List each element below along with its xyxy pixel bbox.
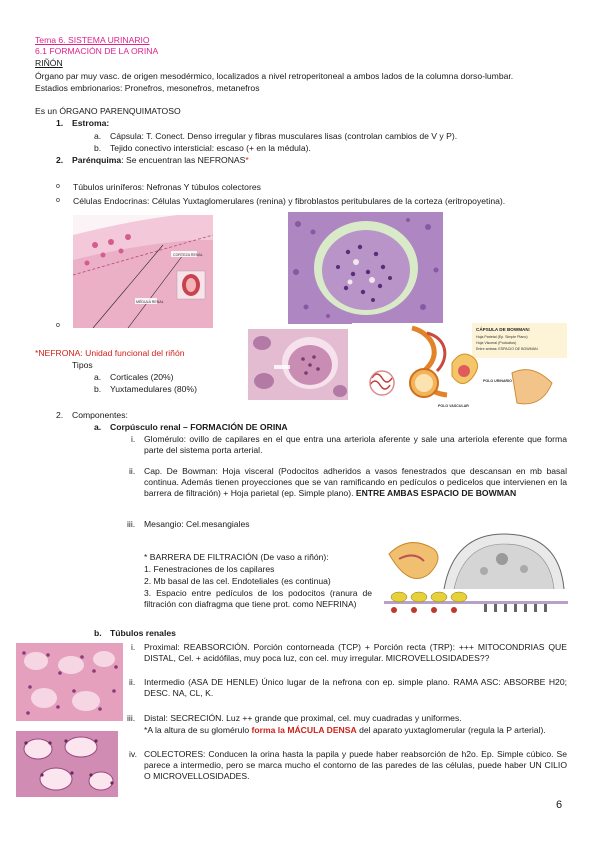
tub-iii-label: iii.	[127, 713, 136, 723]
renal-corpuscle-svg	[248, 329, 348, 400]
page-number: 6	[556, 799, 563, 811]
bullet-1: Túbulos uriníferos: Nefronas Y túbulos colectores	[73, 182, 261, 192]
intro-line-2: Estadios embrionarios: Pronefros, mesonefros, metanefros	[35, 83, 260, 93]
organo-line: Es un ÓRGANO PARENQUIMATOSO	[35, 106, 181, 116]
estroma-a: Cápsula: T. Conect. Denso irregular y fibras musculares lisas (controlan cambios de V y P).	[110, 131, 458, 141]
comp-ii-label: ii.	[129, 466, 136, 476]
comp-iii-text: Mesangio: Cel.mesangiales	[144, 519, 250, 529]
tub-i-text: Proximal: REABSORCIÓN. Porción contorneada (TCP) + Porción recta (TRP): +++ MITOCONDRIAS QUE DISTAL, Cel. + acidófilas, muy poca luz, con cel. muy irregular. MICROVELLOSIDADES??	[144, 642, 567, 663]
bowman-line-3: Entre ambas: ESPACIO DE BOWMAN	[476, 347, 538, 351]
section-title: 6.1 FORMACIÓN DE LA ORINA	[35, 46, 159, 56]
barrera-line-3: 3. Espacio entre pedículos de los podocitos (ranura de filtración con diafragma que tiene prot. como NEFRINA)	[144, 588, 372, 609]
nefrona-a-label: a.	[94, 372, 102, 382]
tub-iii-text: Distal: SECRECIÓN. Luz ++ grande que proximal, cel. muy cuadradas y uniformes.	[144, 713, 462, 723]
bowman-title: CÁPSULA DE BOWMAN:	[476, 327, 531, 332]
filtration-barrier-svg	[384, 529, 568, 616]
tub-iii-note-a: *A la altura de su glomérulo	[144, 725, 252, 735]
renal-corpuscle-histology-figure	[248, 329, 348, 400]
estroma-b: Tejido conectivo intersticial: escaso (+ en la médula).	[110, 143, 311, 153]
tubulos-b-label: b.	[94, 628, 102, 638]
tub-iii-note-red: forma la MÁCULA DENSA	[251, 725, 357, 735]
nefrona-tipos: Tipos	[72, 360, 93, 370]
parenquima-nefronas: NEFRONAS	[197, 155, 246, 165]
parenquima-title: Parénquima	[72, 155, 122, 165]
glomerulus-histology-svg	[288, 212, 443, 324]
bullet-circle-2: o	[56, 197, 60, 204]
comp-a-title: Corpúsculo renal – FORMACIÓN DE ORINA	[110, 422, 288, 432]
parenquima-line	[72, 155, 249, 166]
nefrona-b-label: b.	[94, 384, 102, 394]
parenquima-num: 2.	[56, 155, 64, 165]
comp-i-label: i.	[131, 434, 136, 444]
kidney-section-svg	[73, 215, 213, 328]
bullet-circle-1: o	[56, 183, 60, 190]
tub-iv-label: iv.	[129, 749, 137, 759]
tub-ii-label: ii.	[129, 677, 136, 687]
parenquima-star: *	[245, 155, 249, 165]
nefrona-a: Corticales (20%)	[110, 372, 174, 382]
rinon-heading: RIÑÓN	[35, 58, 63, 68]
parenquima-text: : Se encuentran las	[121, 155, 198, 165]
collecting-tubule-histology-figure	[16, 731, 118, 797]
comp-a-label: a.	[94, 422, 102, 432]
bowman-line-1: Hoja Parietal (Ep. Simple Plano)	[476, 335, 528, 339]
barrera-line-2: 2. Mb basal de las cel. Endoteliales (es continua)	[144, 576, 331, 586]
intro-line-1: Órgano par muy vasc. de origen mesodérmico, localizados a nivel retroperitoneal a ambos lados de la columna dorso-lumbar.	[35, 71, 514, 81]
comp-ii-bold: ENTRE AMBAS ESPACIO DE BOWMAN	[355, 488, 517, 498]
componentes-title: Componentes:	[72, 410, 128, 420]
collecting-tubule-svg	[16, 731, 118, 797]
medulla-label: MÉDULA RENAL	[136, 300, 164, 304]
proximal-tubule-histology-figure	[16, 643, 123, 721]
glomerulus-histology-figure	[288, 212, 443, 324]
bowman-line-2: Hoja Visceral (Podocitos)	[476, 341, 517, 345]
topic-title: Tema 6. SISTEMA URINARIO	[35, 35, 150, 45]
cortex-label: CORTEZA RENAL	[173, 253, 203, 257]
polo-vascular-label: POLO VASCULAR	[438, 404, 469, 408]
proximal-tubule-svg	[16, 643, 123, 721]
polo-urinario-label: POLO URINARIO	[483, 379, 512, 383]
filtration-barrier-figure	[384, 529, 568, 616]
tubulos-title: Túbulos renales	[110, 628, 176, 638]
estroma-num: 1.	[56, 118, 64, 128]
bullet-circle-3: o	[56, 322, 60, 329]
comp-i-text: Glomérulo: ovillo de capilares en el que entra una arteriola aferente y sale una arteriola eferente que forma parte del sistema porta arterial.	[144, 434, 567, 455]
kidney-section-figure	[73, 215, 213, 328]
comp-ii-text	[144, 466, 567, 499]
tub-ii-text: Intermedio (ASA DE HENLE) Único lugar de la nefrona con ep. simple plano. RAMA ASC: ABSORBE H20; DESC. NA, CL, K.	[144, 677, 567, 698]
tub-i-label: i.	[131, 642, 136, 652]
comp-iii-label: iii.	[127, 519, 136, 529]
nephron-schematic-figure	[352, 323, 567, 421]
nefrona-b: Yuxtamedulares (80%)	[110, 384, 197, 394]
tub-iv-text: COLECTORES: Conducen la orina hasta la papila y puede haber reabsorción de h2o. Ep. Simple cúbico. Se parece a intermedio, pero se marca mucho el contorno de las paredes de las células, puede haber UN CILIO O MICROVELLOSIDADES.	[144, 749, 567, 781]
estroma-title: Estroma:	[72, 118, 110, 128]
estroma-a-label: a.	[94, 131, 102, 141]
nefrona-title: *NEFRONA: Unidad funcional del riñón	[35, 348, 185, 358]
nephron-schematic-svg	[352, 323, 567, 421]
comp-ii-body: Cap. De Bowman: Hoja visceral (Podocitos adheridos a vasos fenestrados que descansan en mb basal continua. Además tienen proyecciones que se van ramificando en pedículos o pedicelos que intervienen en la barrera de filtración) + Hoja parietal (ep. Simple plano).	[144, 466, 567, 498]
barrera-line-1: 1. Fenestraciones de los capilares	[144, 564, 275, 574]
bullet-2: Células Endocrinas: Células Yuxtaglomerulares (renina) y fibroblastos peritubulares de la corteza (eritropoyetina).	[73, 196, 506, 206]
barrera-title: * BARRERA DE FILTRACIÓN (De vaso a riñón):	[144, 552, 329, 562]
tub-iii-note	[144, 725, 546, 736]
componentes-num: 2.	[56, 410, 64, 420]
tub-iii-note-b: del aparato yuxtaglomerular (regula la P arterial).	[356, 725, 546, 735]
estroma-b-label: b.	[94, 143, 102, 153]
